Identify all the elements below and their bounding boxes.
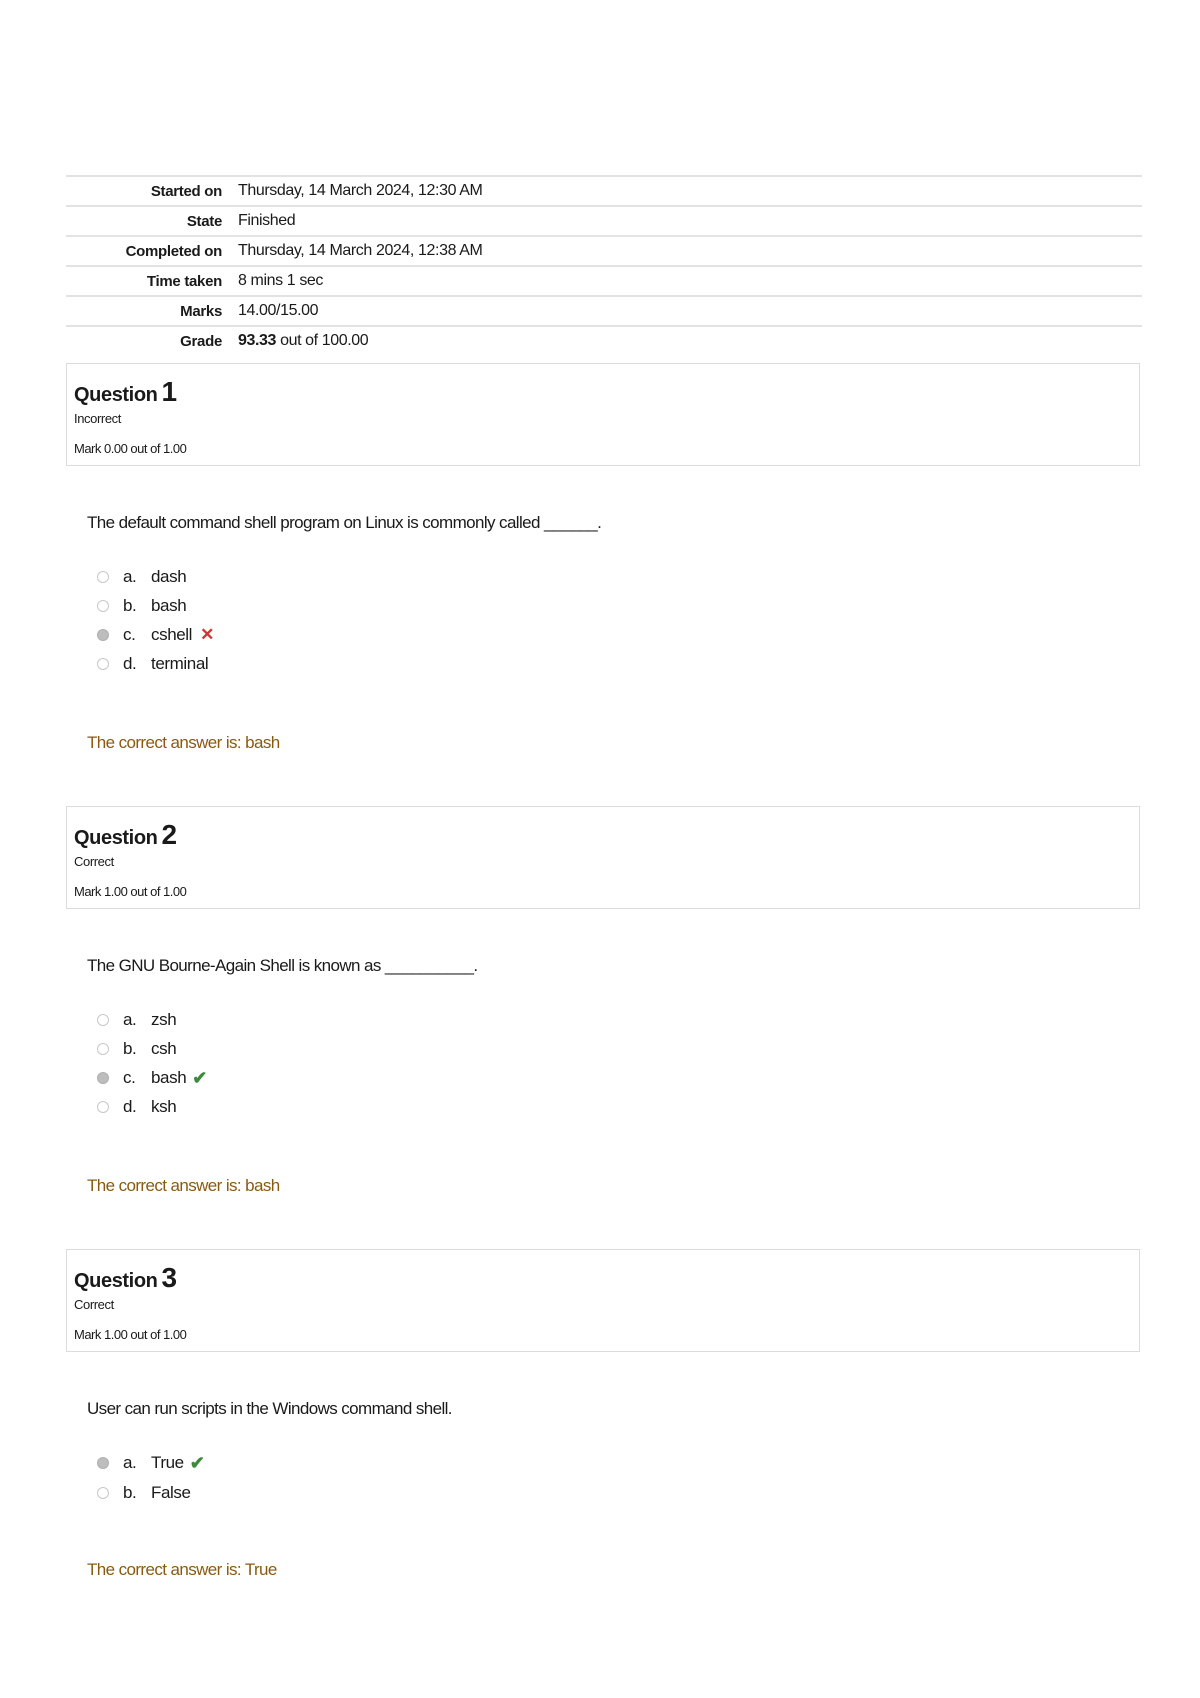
- completed-label: Completed on: [125, 242, 222, 260]
- attempt-summary: [66, 175, 1142, 355]
- question-text-3: User can run scripts in the Windows command shell.: [87, 1399, 452, 1418]
- option-letter: c.: [123, 625, 136, 644]
- started-value: Thursday, 14 March 2024, 12:30 AM: [238, 182, 483, 199]
- answer-option[interactable]: [97, 594, 186, 618]
- question-title: Question 3: [74, 1262, 177, 1293]
- started-label: Started on: [150, 182, 222, 200]
- radio-button[interactable]: [97, 1014, 109, 1026]
- answer-option[interactable]: [97, 1008, 176, 1032]
- option-text: cshell: [151, 625, 193, 644]
- radio-button[interactable]: [97, 600, 109, 612]
- grade-value: [238, 332, 368, 350]
- answer-option[interactable]: [97, 652, 208, 676]
- radio-button[interactable]: [97, 1101, 109, 1113]
- grade-label: Grade: [180, 332, 222, 350]
- summary-row-completed: [66, 235, 1142, 265]
- question-title: Question 1: [74, 376, 177, 407]
- question-mark: Mark 1.00 out of 1.00: [74, 884, 187, 899]
- question-text-2: The GNU Bourne-Again Shell is known as __________.: [87, 956, 478, 975]
- question-title: Question 2: [74, 819, 177, 850]
- correct-answer-feedback-1: The correct answer is: bash: [87, 733, 280, 752]
- option-text: terminal: [151, 654, 209, 673]
- state-label: State: [186, 212, 222, 230]
- radio-button-selected[interactable]: [97, 1072, 109, 1084]
- answer-option[interactable]: [97, 623, 214, 647]
- question-number: 3: [161, 1262, 177, 1293]
- option-letter: d.: [123, 654, 137, 673]
- option-text: ksh: [151, 1097, 177, 1116]
- question-state: Correct: [74, 854, 114, 869]
- state-value: Finished: [238, 212, 296, 229]
- option-text: dash: [151, 567, 187, 586]
- option-letter: b.: [123, 1039, 137, 1058]
- marks-value: 14.00/15.00: [238, 302, 319, 319]
- marks-label: Marks: [180, 302, 222, 320]
- grade-score: 93.33: [238, 332, 277, 349]
- question-mark: Mark 0.00 out of 1.00: [74, 441, 187, 456]
- option-letter: a.: [123, 1453, 137, 1472]
- option-text: bash: [151, 1068, 187, 1087]
- answer-option[interactable]: [97, 1451, 204, 1475]
- grade-rest: out of 100.00: [280, 332, 369, 349]
- answer-option[interactable]: [97, 1095, 176, 1119]
- summary-row-grade: [66, 325, 1142, 355]
- time-value: 8 mins 1 sec: [238, 272, 324, 289]
- question-info-2: [66, 806, 1140, 909]
- question-text-1: The default command shell program on Linux is commonly called ______.: [87, 513, 602, 532]
- option-letter: b.: [123, 596, 137, 615]
- option-text: True: [151, 1453, 184, 1472]
- option-text: csh: [151, 1039, 177, 1058]
- summary-row-state: [66, 205, 1142, 235]
- correct-check-icon: ✔: [192, 1067, 207, 1088]
- option-letter: c.: [123, 1068, 136, 1087]
- incorrect-icon: ✕: [200, 625, 214, 644]
- time-label: Time taken: [146, 272, 222, 290]
- correct-answer-feedback-3: The correct answer is: True: [87, 1560, 277, 1579]
- question-info-1: [66, 363, 1140, 466]
- option-text: False: [151, 1483, 191, 1502]
- radio-button-selected[interactable]: [97, 1457, 109, 1469]
- answer-option[interactable]: [97, 1481, 191, 1505]
- answer-option[interactable]: [97, 565, 186, 589]
- option-letter: a.: [123, 1010, 137, 1029]
- radio-button[interactable]: [97, 1487, 109, 1499]
- question-info-3: [66, 1249, 1140, 1352]
- option-text: bash: [151, 596, 187, 615]
- radio-button-selected[interactable]: [97, 629, 109, 641]
- summary-row-marks: [66, 295, 1142, 325]
- question-mark: Mark 1.00 out of 1.00: [74, 1327, 187, 1342]
- question-number: 2: [161, 819, 177, 850]
- completed-value: Thursday, 14 March 2024, 12:38 AM: [238, 242, 483, 259]
- correct-check-icon: ✔: [189, 1452, 205, 1473]
- answer-option[interactable]: [97, 1037, 176, 1061]
- summary-row-started: [66, 175, 1142, 205]
- question-state: Correct: [74, 1297, 114, 1312]
- answer-option[interactable]: [97, 1066, 207, 1090]
- radio-button[interactable]: [97, 571, 109, 583]
- correct-answer-feedback-2: The correct answer is: bash: [87, 1176, 280, 1195]
- question-state: Incorrect: [74, 411, 121, 426]
- radio-button[interactable]: [97, 1043, 109, 1055]
- radio-button[interactable]: [97, 658, 109, 670]
- summary-row-time: [66, 265, 1142, 295]
- option-text: zsh: [151, 1010, 177, 1029]
- option-letter: b.: [123, 1483, 137, 1502]
- option-letter: a.: [123, 567, 137, 586]
- option-letter: d.: [123, 1097, 137, 1116]
- question-number: 1: [161, 376, 177, 407]
